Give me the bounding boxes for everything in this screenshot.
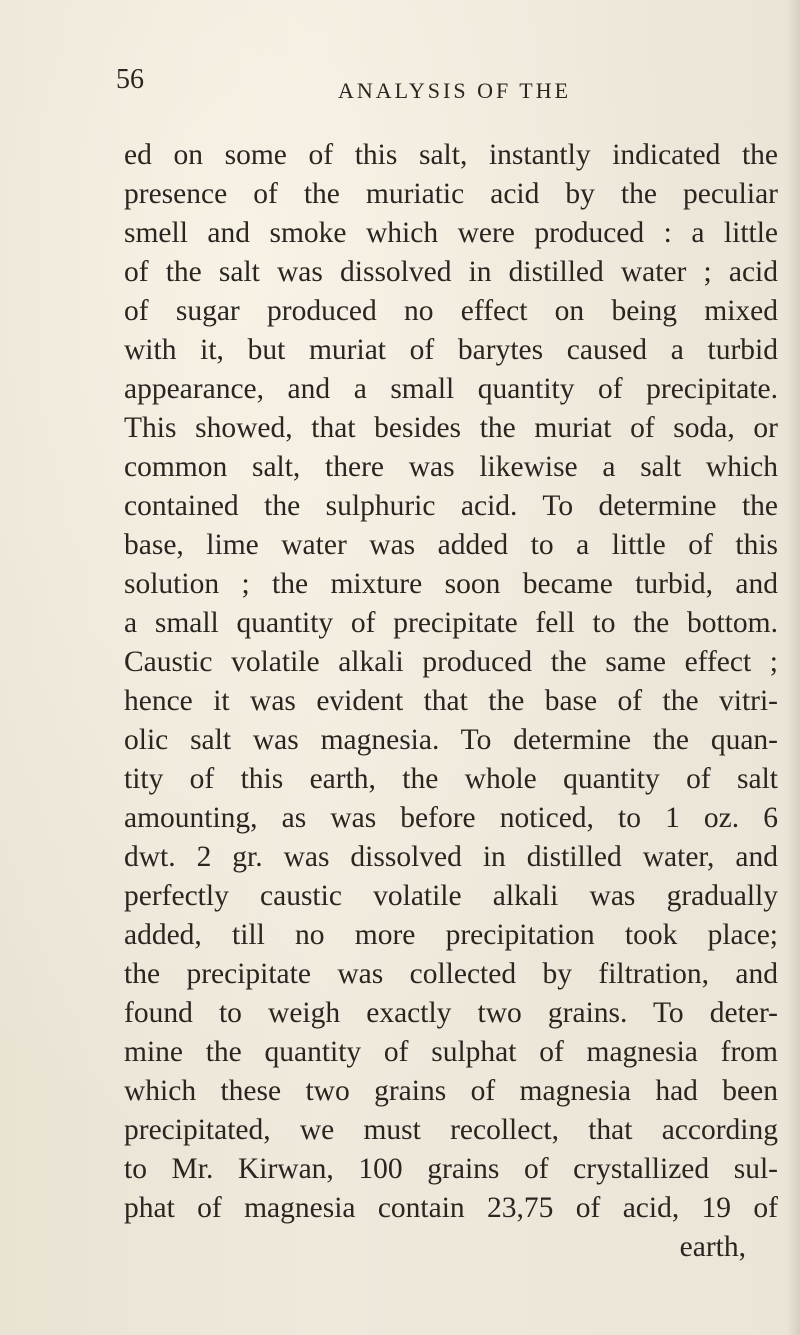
catchword-line: earth, — [679, 1231, 746, 1263]
body-text — [124, 136, 778, 1267]
text-line: a small quantity of precipitate fell to the bottom. — [124, 607, 778, 639]
text-line: contained the sulphuric acid. To determine the — [124, 490, 778, 522]
text-line: of sugar produced no effect on being mixed — [124, 295, 778, 327]
text-line: smell and smoke which were produced : a little — [124, 217, 778, 249]
text-line: to Mr. Kirwan, 100 grains of crystallized sul- — [124, 1153, 778, 1185]
text-line: common salt, there was likewise a salt which — [124, 451, 778, 483]
text-line: perfectly caustic volatile alkali was gradually — [124, 880, 778, 912]
text-line: ed on some of this salt, instantly indicated the — [124, 139, 778, 171]
text-line: mine the quantity of sulphat of magnesia from — [124, 1036, 778, 1068]
text-line: amounting, as was before noticed, to 1 oz. 6 — [124, 802, 778, 834]
text-line: presence of the muriatic acid by the peculiar — [124, 178, 778, 210]
text-line: tity of this earth, the whole quantity of salt — [124, 763, 778, 795]
page-edge-shadow — [786, 0, 800, 1335]
text-line: solution ; the mixture soon became turbid, and — [124, 568, 778, 600]
text-line: precipitated, we must recollect, that according — [124, 1114, 778, 1146]
text-line: Caustic volatile alkali produced the same effect ; — [124, 646, 778, 678]
text-line: base, lime water was added to a little of this — [124, 529, 778, 561]
running-head: ANALYSIS OF THE — [338, 78, 572, 103]
text-line: olic salt was magnesia. To determine the quan- — [124, 724, 778, 756]
text-line: This showed, that besides the muriat of soda, or — [124, 412, 778, 444]
text-line: of the salt was dissolved in distilled water ; acid — [124, 256, 778, 288]
page-number: 56 — [116, 64, 144, 95]
text-line: found to weigh exactly two grains. To deter- — [124, 997, 778, 1029]
text-line: hence it was evident that the base of the vitri- — [124, 685, 778, 717]
text-line: added, till no more precipitation took place; — [124, 919, 778, 951]
text-line: the precipitate was collected by filtration, and — [124, 958, 778, 990]
text-line: which these two grains of magnesia had been — [124, 1075, 778, 1107]
text-line: with it, but muriat of barytes caused a turbid — [124, 334, 778, 366]
text-line: appearance, and a small quantity of precipitate. — [124, 373, 778, 405]
text-line: dwt. 2 gr. was dissolved in distilled water, and — [124, 841, 778, 873]
text-line: phat of magnesia contain 23,75 of acid, 19 of — [124, 1192, 778, 1224]
